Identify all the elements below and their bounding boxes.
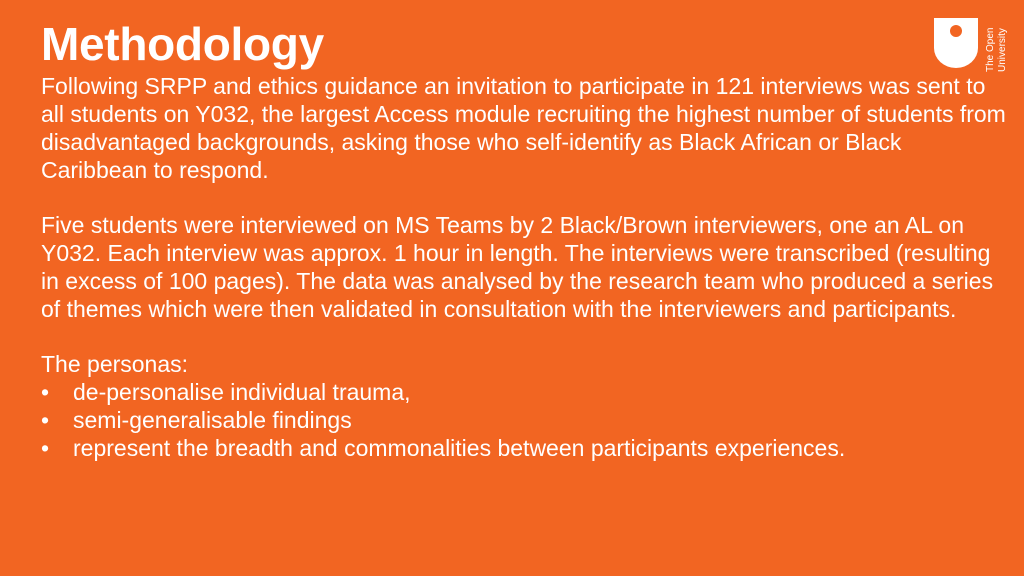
personas-list [41, 378, 1006, 462]
list-item-text: semi-generalisable findings [73, 407, 352, 433]
methodology-paragraph-2: Five students were interviewed on MS Teams by 2 Black/Brown interviewers, one an AL on Y032. Each interview was approx. 1 hour in length. The interviews were transcribed (resulting in excess of 100 pages). The data was analysed by the research team who produced a series of themes which were then validated in consultation with the interviewers and participants. [41, 212, 994, 322]
methodology-paragraph-1: Following SRPP and ethics guidance an invitation to participate in 121 interviews was sent to all students on Y032, the largest Access module recruiting the highest number of students from disadvantaged backgrounds, asking those who self-identify as Black African or Black Caribbean to respond. [41, 73, 1006, 183]
personas-heading: The personas: [41, 351, 189, 377]
slide-body [41, 72, 1006, 462]
logo-text-line-2: University [997, 28, 1008, 72]
list-item [41, 406, 1006, 434]
open-university-wordmark [984, 18, 1008, 72]
list-item-text: de-personalise individual trauma, [73, 379, 411, 405]
bullet-icon: • [41, 407, 50, 433]
list-item-text: represent the breadth and commonalities between participants experiences. [73, 435, 846, 461]
open-university-logo [934, 18, 1010, 72]
open-university-shield-icon [934, 18, 978, 68]
logo-text-line-1: The Open [985, 27, 996, 72]
slide-title: Methodology [41, 18, 324, 70]
bullet-icon: • [41, 435, 50, 461]
list-item [41, 378, 1006, 406]
list-item [41, 434, 1006, 462]
bullet-icon: • [41, 379, 50, 405]
